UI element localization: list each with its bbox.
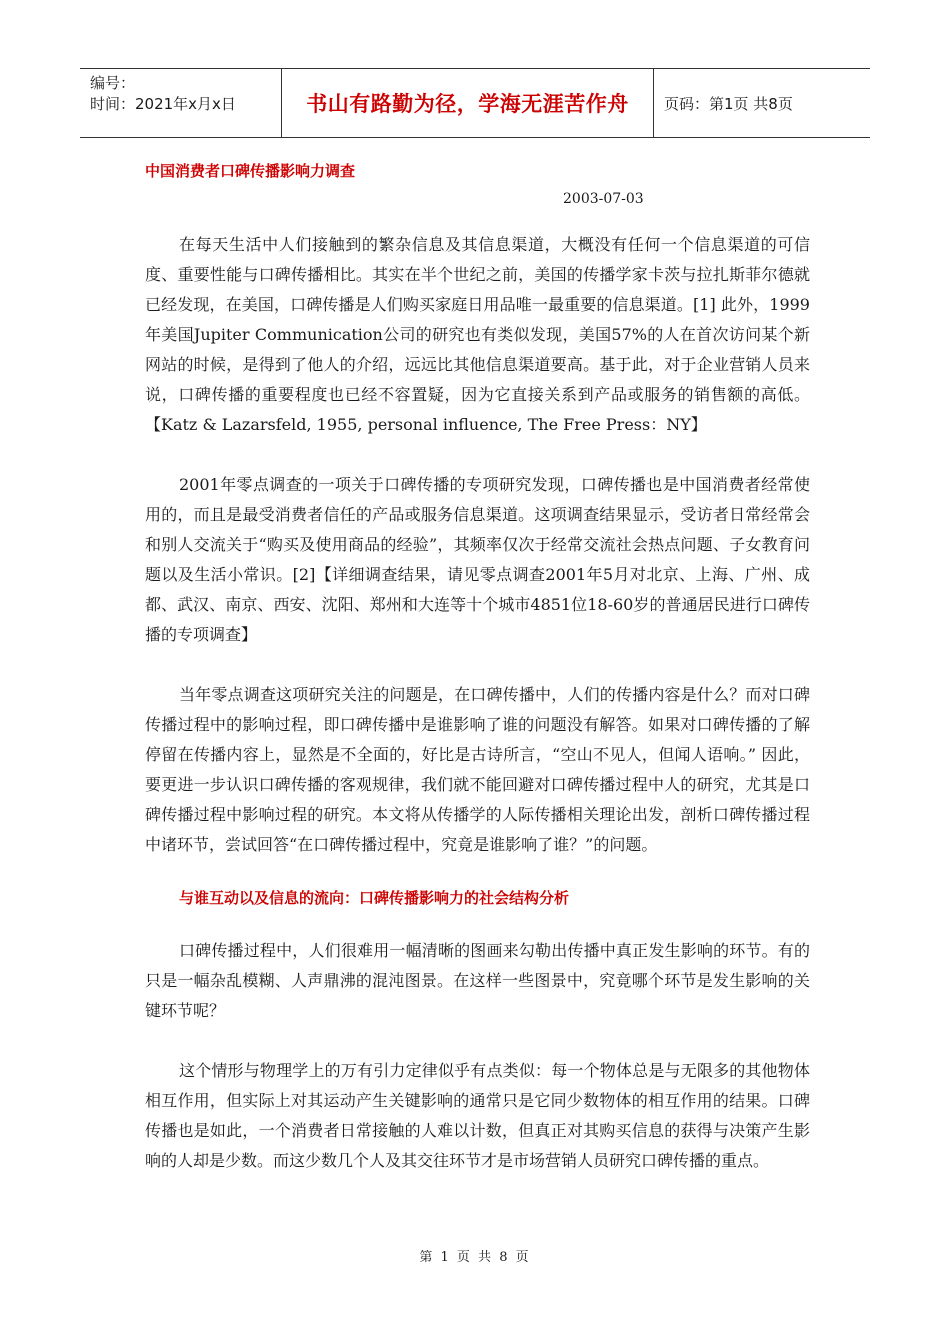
article-title: 中国消费者口碑传播影响力调查 [145, 162, 356, 180]
header-page-info: 页码：第1页 共8页 [664, 94, 793, 113]
doc-date-line: 时间：2021年x月x日 [90, 95, 236, 113]
article-body [145, 158, 810, 1176]
paragraph: 当年零点调查这项研究关注的问题是，在口碑传播中，人们的传播内容是什么？而对口碑传播过程中的影响过程，即口碑传播中是谁影响了谁的问题没有解答。如果对口碑传播的了解停留在传播内容上，显然是不全面的，好比是古诗所言，“空山不见人，但闻人语响。” 因此，要更进一步认识口碑传播的客观规律，我们就不能回避对口碑传播过程中人的研究，尤其是口碑传播过程中影响过程的研究。本文将从传播学的人际传播相关理论出发，剖析口碑传播过程中诸环节，尝试回答“在口碑传播过程中，究竟是谁影响了谁？”的问题。 [145, 685, 810, 854]
paragraph: 在每天生活中人们接触到的繁杂信息及其信息渠道，大概没有任何一个信息渠道的可信度、重要性能与口碑传播相比。其实在半个世纪之前，美国的传播学家卡茨与拉扎斯菲尔德就已经发现，在美国，口碑传播是人们购买家庭日用品唯一最重要的信息渠道。[1] 此外，1999年美国Jupiter Communication公司的研究也有类似发现，美国57%的人在首次访问某个新网站的时候，是得到了他人的介绍，远远比其他信息渠道要高。基于此，对于企业营销人员来说，口碑传播的重要程度也已经不容置疑，因为它直接关系到产品或服务的销售额的高低。【Katz & Lazarsfeld, 1955, personal influence, The Free Press：NY】 [145, 235, 810, 434]
paragraph: 口碑传播过程中，人们很难用一幅清晰的图画来勾勒出传播中真正发生影响的环节。有的只是一幅杂乱模糊、人声鼎沸的混沌图景。在这样一些图景中，究竟哪个环节是发生影响的关键环节呢？ [145, 941, 810, 1020]
header-motto: 书山有路勤为径，学海无涯苦作舟 [282, 69, 654, 137]
doc-number-label: 编号： [90, 74, 136, 92]
paragraph: 2001年零点调查的一项关于口碑传播的专项研究发现，口碑传播也是中国消费者经常使用的，而且是最受消费者信任的产品或服务信息渠道。这项调查结果显示，受访者日常经常会和别人交流关于“购买及使用商品的经验”，其频率仅次于经常交流社会热点问题、子女教育问题以及生活小常识。[2]【详细调查结果，请见零点调查2001年5月对北京、上海、广州、成都、武汉、南京、西安、沈阳、郑州和大连等十个城市4851位18-60岁的普通居民进行口碑传播的专项调查】 [145, 475, 810, 644]
section-heading: 与谁互动以及信息的流向：口碑传播影响力的社会结构分析 [179, 889, 570, 907]
page-footer: 第 1 页 共 8 页 [419, 1250, 531, 1265]
paragraph: 这个情形与物理学上的万有引力定律似乎有点类似：每一个物体总是与无限多的其他物体相互作用，但实际上对其运动产生关键影响的通常只是它同少数物体的相互作用的结果。口碑传播也是如此，一个消费者日常接触的人难以计数，但真正对其购买信息的获得与决策产生影响的人却是少数。而这少数几个人及其交往环节才是市场营销人员研究口碑传播的重点。 [145, 1061, 810, 1170]
page-header [80, 68, 870, 138]
header-meta [80, 69, 282, 137]
article-date: 2003-07-03 [563, 191, 644, 207]
